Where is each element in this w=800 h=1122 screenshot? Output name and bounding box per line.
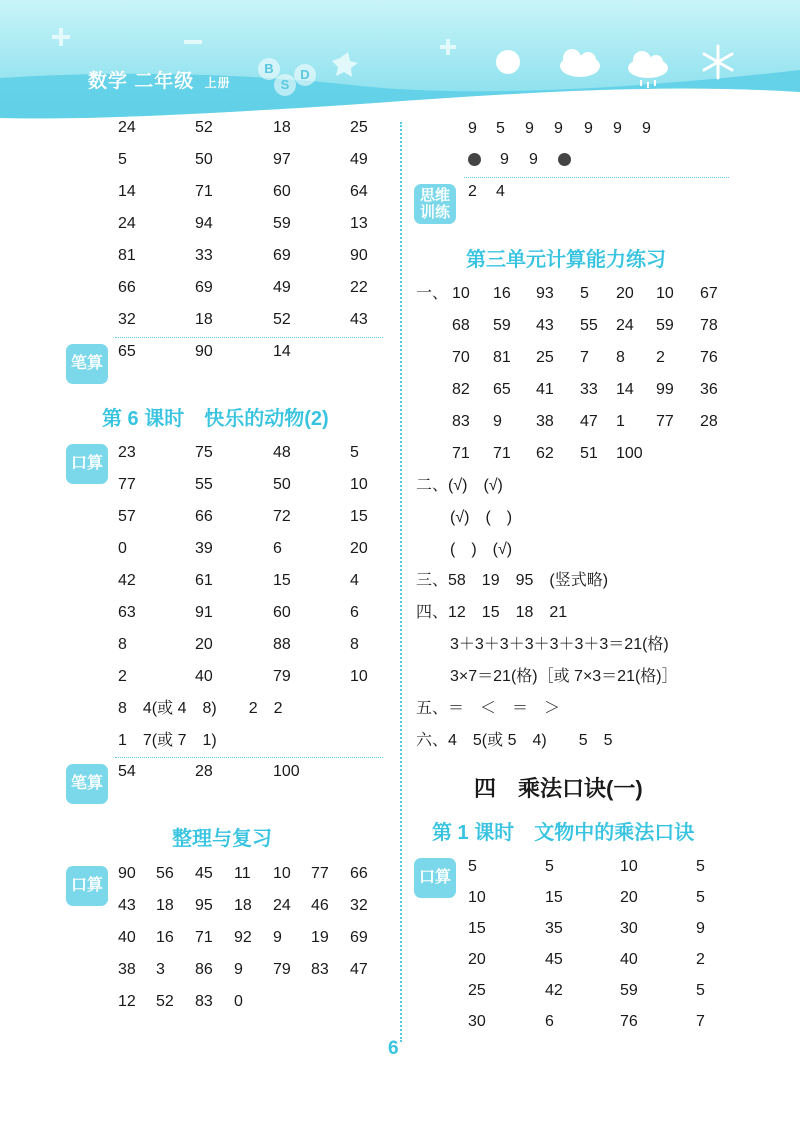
- siwei-badge: [414, 184, 456, 224]
- answer-cell: 81: [118, 247, 136, 264]
- answer-row: [118, 180, 458, 204]
- filled-dot-icon: [558, 153, 571, 166]
- answer-cell: 43: [536, 317, 554, 334]
- chapter-4-title: 四 乘法口诀(一): [474, 776, 643, 801]
- answer-cell: 52: [195, 119, 213, 136]
- answer-cell: 55: [580, 317, 598, 334]
- answer-cell: 66: [195, 508, 213, 525]
- answer-row: [118, 601, 458, 625]
- answer-cell: 9: [642, 120, 651, 137]
- answer-row: [452, 410, 792, 434]
- answer-row: [118, 441, 458, 465]
- volume-label: 上册: [204, 76, 231, 90]
- grade-label: 二年级: [134, 71, 195, 92]
- answer-cell: 42: [118, 572, 136, 589]
- answer-cell: 20: [350, 540, 368, 557]
- answer-cell: 20: [620, 889, 638, 906]
- answer-cell: 9: [613, 120, 622, 137]
- answer-cell: 2: [696, 951, 705, 968]
- edition-letter-s: S: [274, 74, 296, 96]
- answer-row: [118, 926, 458, 950]
- answer-row: [118, 505, 458, 529]
- answer-cell: 71: [195, 929, 213, 946]
- question-label: 一、: [416, 285, 449, 302]
- answer-cell: 57: [118, 508, 136, 525]
- answer-cell: 4: [350, 572, 359, 589]
- header-background: [0, 0, 800, 125]
- answer-cell: 25: [350, 119, 368, 136]
- answer-cell: 5: [118, 151, 127, 168]
- answer-cell: 38: [536, 413, 554, 430]
- answer-cell: 36: [700, 381, 718, 398]
- answer-cell: 92: [234, 929, 252, 946]
- answer-row: [118, 308, 458, 332]
- answer-cell: 7: [696, 1013, 705, 1030]
- bisuan-badge: 笔算: [66, 344, 108, 384]
- answer-cell: 90: [118, 865, 136, 882]
- answer-row: [118, 244, 458, 268]
- answer-cell: 5: [580, 285, 589, 302]
- answer-row: [452, 282, 792, 306]
- answer-row: [468, 180, 668, 204]
- answer-cell: 77: [311, 865, 329, 882]
- answer-cell: 50: [195, 151, 213, 168]
- answer-cell: 64: [350, 183, 368, 200]
- answer-cell: 8: [118, 636, 127, 653]
- answer-cell: 79: [273, 668, 291, 685]
- answer-cell: 32: [118, 311, 136, 328]
- answer-cell: 61: [195, 572, 213, 589]
- unit-3-title: 第三单元计算能力练习: [466, 249, 666, 271]
- answer-cell: 40: [195, 668, 213, 685]
- answer-cell: 94: [195, 215, 213, 232]
- answer-cell: 9: [468, 120, 477, 137]
- answer-line: 五、＝ ＜ ＝ ＞: [416, 700, 561, 717]
- answer-cell: 24: [118, 215, 136, 232]
- answer-cell: 43: [350, 311, 368, 328]
- answer-row: [468, 1010, 800, 1034]
- answer-cell: 22: [350, 279, 368, 296]
- answer-line: 二、(√) (√): [416, 477, 503, 494]
- lesson-6-title: 第 6 课时 快乐的动物(2): [102, 408, 329, 430]
- answer-cell: 33: [195, 247, 213, 264]
- answer-cell: 46: [311, 897, 329, 914]
- kousuan-badge: 口算: [414, 858, 456, 898]
- answer-cell: 62: [536, 445, 554, 462]
- answer-cell: 18: [195, 311, 213, 328]
- section-divider: [115, 757, 383, 758]
- answer-cell: 0: [234, 993, 243, 1010]
- answer-cell: 56: [156, 865, 174, 882]
- answer-cell: 15: [545, 889, 563, 906]
- answer-cell: 79: [273, 961, 291, 978]
- answer-row: [118, 569, 458, 593]
- answer-cell: 5: [468, 858, 477, 875]
- answer-cell: 10: [620, 858, 638, 875]
- answer-row: [452, 346, 792, 370]
- answer-row: [118, 633, 458, 657]
- answer-cell: 6: [350, 604, 359, 621]
- answer-cell: 0: [118, 540, 127, 557]
- bisuan-row: [118, 760, 398, 784]
- answer-cell: 18: [234, 897, 252, 914]
- answer-row: [500, 148, 700, 172]
- answer-cell: 23: [118, 444, 136, 461]
- siwei-label: 思维训练: [419, 187, 450, 221]
- answer-cell: 41: [536, 381, 554, 398]
- answer-cell: 65: [118, 343, 136, 360]
- answer-cell: 95: [195, 897, 213, 914]
- book-title: [88, 66, 231, 93]
- answer-cell: 9: [584, 120, 593, 137]
- answer-cell: 15: [468, 920, 486, 937]
- answer-cell: 51: [580, 445, 598, 462]
- filled-dot-icon: [468, 153, 481, 166]
- answer-cell: 71: [195, 183, 213, 200]
- answer-cell: 5: [545, 858, 554, 875]
- answer-cell: 77: [118, 476, 136, 493]
- answer-cell: 11: [234, 865, 251, 882]
- answer-cell: 83: [311, 961, 329, 978]
- answer-cell: 5: [696, 858, 705, 875]
- answer-cell: 6: [545, 1013, 554, 1030]
- answer-cell: 71: [452, 445, 470, 462]
- answer-cell: 33: [580, 381, 598, 398]
- answer-cell: 30: [468, 1013, 486, 1030]
- answer-cell: 63: [118, 604, 136, 621]
- answer-cell: 9: [525, 120, 534, 137]
- answer-cell: 8: [350, 636, 359, 653]
- answer-line: 1 7(或 7 1): [118, 732, 217, 749]
- answer-row: [118, 148, 458, 172]
- edition-letter-d: D: [294, 64, 316, 86]
- answer-cell: 52: [273, 311, 291, 328]
- answer-cell: 55: [195, 476, 213, 493]
- answer-cell: 60: [273, 604, 291, 621]
- answer-cell: 10: [273, 865, 291, 882]
- answer-cell: 9: [493, 413, 502, 430]
- answer-cell: 9: [234, 961, 243, 978]
- answer-cell: 45: [195, 865, 213, 882]
- answer-cell: 60: [273, 183, 291, 200]
- answer-cell: 99: [656, 381, 674, 398]
- answer-cell: 39: [195, 540, 213, 557]
- answer-cell: 52: [156, 993, 174, 1010]
- answer-cell: 9: [529, 151, 538, 168]
- answer-cell: 49: [273, 279, 291, 296]
- answer-cell: 40: [118, 929, 136, 946]
- answer-cell: 83: [195, 993, 213, 1010]
- answer-cell: 20: [616, 285, 634, 302]
- answer-row: [468, 855, 800, 879]
- answer-cell: 69: [195, 279, 213, 296]
- answer-cell: 54: [118, 763, 136, 780]
- bisuan-badge: 笔算: [66, 764, 108, 804]
- answer-row: [468, 948, 800, 972]
- answer-cell: 19: [311, 929, 329, 946]
- answer-line: 四、12 15 18 21: [416, 604, 568, 621]
- answer-cell: 93: [536, 285, 554, 302]
- answer-cell: 1: [616, 413, 625, 430]
- answer-cell: 75: [195, 444, 213, 461]
- answer-line: (√) ( ): [450, 509, 513, 526]
- kousuan-badge: 口算: [66, 444, 108, 484]
- answer-cell: 65: [493, 381, 511, 398]
- answer-cell: 47: [580, 413, 598, 430]
- answer-row: [118, 665, 458, 689]
- answer-cell: 59: [620, 982, 638, 999]
- answer-cell: 78: [700, 317, 718, 334]
- answer-row: [468, 917, 800, 941]
- answer-cell: 67: [700, 285, 718, 302]
- answer-cell: 30: [620, 920, 638, 937]
- answer-line: 3＋3＋3＋3＋3＋3＋3＝21(格): [450, 636, 669, 653]
- answer-row: [468, 979, 800, 1003]
- answer-cell: 100: [273, 763, 300, 780]
- answer-cell: 88: [273, 636, 291, 653]
- answer-cell: 9: [696, 920, 705, 937]
- answer-cell: 59: [493, 317, 511, 334]
- kousuan-badge: 口算: [66, 866, 108, 906]
- answer-cell: 42: [545, 982, 563, 999]
- answer-line: 3×7＝21(格)［或 7×3＝21(格)］: [450, 668, 678, 685]
- answer-cell: 5: [350, 444, 359, 461]
- answer-cell: 18: [273, 119, 291, 136]
- answer-cell: 14: [616, 381, 634, 398]
- answer-row: [468, 117, 768, 141]
- answer-cell: 90: [195, 343, 213, 360]
- section-divider: [464, 177, 729, 178]
- answer-cell: 69: [350, 929, 368, 946]
- answer-cell: 10: [452, 285, 470, 302]
- answer-cell: 76: [700, 349, 718, 366]
- answer-cell: 20: [468, 951, 486, 968]
- answer-cell: 25: [536, 349, 554, 366]
- answer-cell: 68: [452, 317, 470, 334]
- answer-cell: 72: [273, 508, 291, 525]
- answer-cell: 14: [118, 183, 136, 200]
- answer-cell: 71: [493, 445, 511, 462]
- answer-cell: 70: [452, 349, 470, 366]
- answer-row: [118, 212, 458, 236]
- answer-row: [118, 473, 458, 497]
- answer-cell: 3: [156, 961, 165, 978]
- answer-cell: 24: [118, 119, 136, 136]
- answer-cell: 83: [452, 413, 470, 430]
- answer-cell: 10: [468, 889, 486, 906]
- answer-cell: 7: [580, 349, 589, 366]
- answer-cell: 9: [273, 929, 282, 946]
- answer-cell: 5: [496, 120, 505, 137]
- answer-cell: 48: [273, 444, 291, 461]
- answer-row: [118, 116, 458, 140]
- page-header: [0, 0, 800, 125]
- answer-cell: 4: [496, 183, 505, 200]
- answer-line: 三、58 19 95 (竖式略): [416, 572, 609, 589]
- answer-cell: 49: [350, 151, 368, 168]
- answer-line: ( ) (√): [450, 541, 513, 558]
- answer-row: [452, 442, 792, 466]
- answer-cell: 86: [195, 961, 213, 978]
- answer-cell: 97: [273, 151, 291, 168]
- answer-cell: 59: [656, 317, 674, 334]
- answer-row: [452, 314, 792, 338]
- answer-cell: 28: [195, 763, 213, 780]
- answer-row: [118, 537, 458, 561]
- answer-cell: 24: [273, 897, 291, 914]
- answer-cell: 47: [350, 961, 368, 978]
- answer-cell: 10: [350, 668, 368, 685]
- answer-row: [452, 378, 792, 402]
- answer-cell: 91: [195, 604, 213, 621]
- answer-row: [118, 894, 458, 918]
- answer-cell: 13: [350, 215, 368, 232]
- answer-cell: 28: [700, 413, 718, 430]
- answer-cell: 66: [118, 279, 136, 296]
- answer-cell: 40: [620, 951, 638, 968]
- answer-line: 六、4 5(或 5 4) 5 5: [416, 732, 613, 749]
- review-title: 整理与复习: [172, 828, 272, 850]
- bisuan-row: [118, 340, 398, 364]
- answer-cell: 9: [500, 151, 509, 168]
- answer-cell: 66: [350, 865, 368, 882]
- answer-cell: 15: [350, 508, 368, 525]
- answer-row: [118, 276, 458, 300]
- answer-row: [468, 886, 800, 910]
- answer-cell: 43: [118, 897, 136, 914]
- answer-cell: 15: [273, 572, 291, 589]
- answer-cell: 8: [616, 349, 625, 366]
- answer-row: [118, 862, 458, 886]
- answer-cell: 81: [493, 349, 511, 366]
- answer-cell: 2: [468, 183, 477, 200]
- answer-cell: 6: [273, 540, 282, 557]
- answer-cell: 59: [273, 215, 291, 232]
- answer-cell: 25: [468, 982, 486, 999]
- answer-cell: 100: [616, 445, 643, 462]
- answer-cell: 45: [545, 951, 563, 968]
- answer-line: 8 4(或 4 8) 2 2: [118, 700, 283, 717]
- answer-cell: 38: [118, 961, 136, 978]
- subject-label: 数学: [88, 71, 129, 92]
- answer-cell: 18: [156, 897, 174, 914]
- answer-cell: 77: [656, 413, 674, 430]
- lesson-1-title: 第 1 课时 文物中的乘法口诀: [432, 822, 695, 844]
- answer-cell: 50: [273, 476, 291, 493]
- answer-cell: 10: [656, 285, 674, 302]
- answer-cell: 76: [620, 1013, 638, 1030]
- section-divider: [115, 337, 383, 338]
- answer-cell: 32: [350, 897, 368, 914]
- answer-cell: 9: [554, 120, 563, 137]
- page-number: 6: [388, 1038, 399, 1059]
- answer-cell: 2: [118, 668, 127, 685]
- answer-cell: 82: [452, 381, 470, 398]
- answer-cell: 10: [350, 476, 368, 493]
- answer-cell: 69: [273, 247, 291, 264]
- answer-cell: 5: [696, 889, 705, 906]
- answer-cell: 35: [545, 920, 563, 937]
- answer-cell: 12: [118, 993, 136, 1010]
- answer-row: [118, 990, 458, 1014]
- answer-cell: 16: [493, 285, 511, 302]
- answer-row: [118, 958, 458, 982]
- answer-cell: 16: [156, 929, 174, 946]
- answer-cell: 20: [195, 636, 213, 653]
- answer-cell: 14: [273, 343, 291, 360]
- answer-cell: 90: [350, 247, 368, 264]
- answer-cell: 5: [696, 982, 705, 999]
- edition-letter-b: B: [258, 58, 280, 80]
- answer-cell: 24: [616, 317, 634, 334]
- answer-cell: 2: [656, 349, 665, 366]
